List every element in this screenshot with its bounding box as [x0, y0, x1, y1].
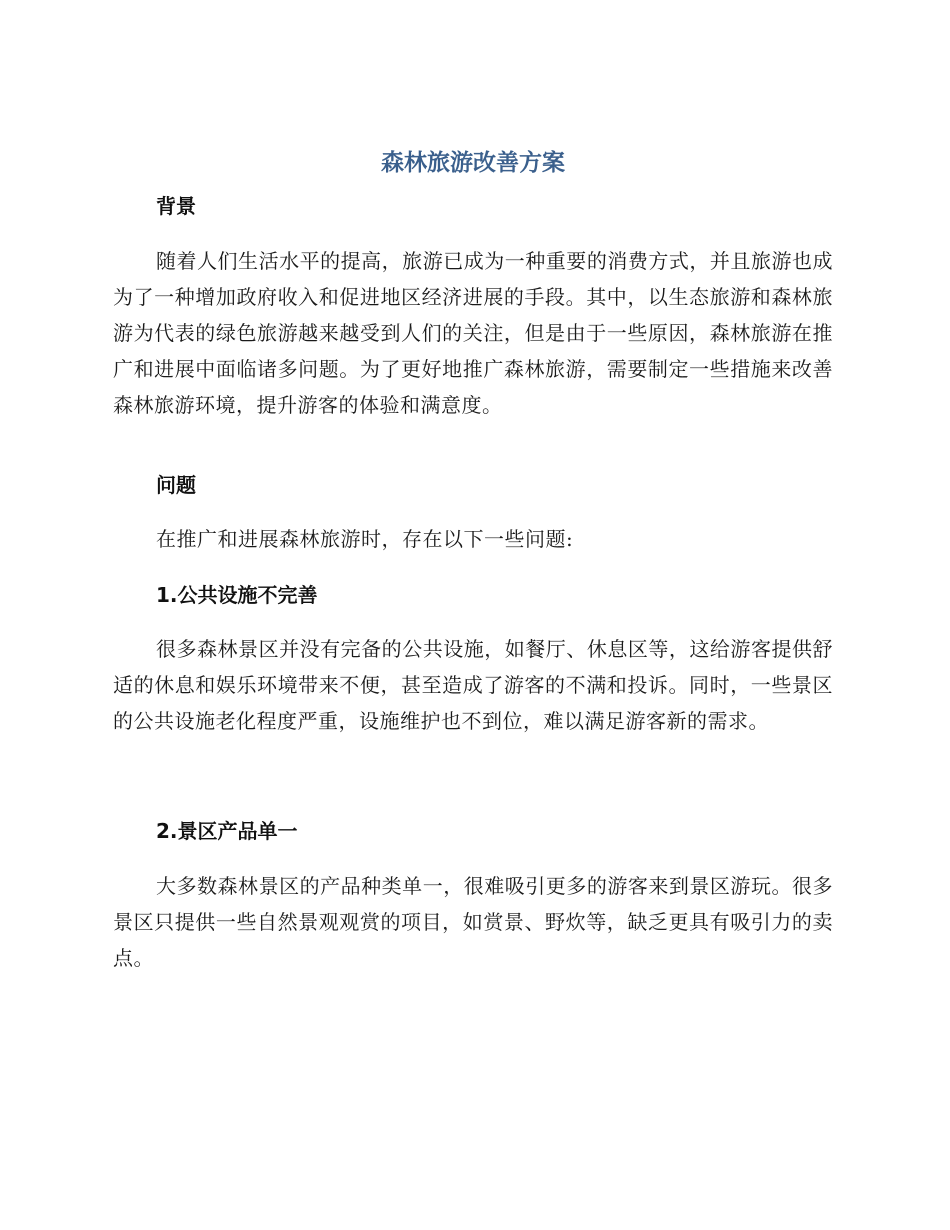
problem-1-heading: 1.公共设施不完善: [156, 583, 318, 607]
section-heading-background: 背景: [156, 194, 196, 218]
problem-2-heading: 2.景区产品单一: [156, 819, 298, 843]
document-title: 森林旅游改善方案: [381, 150, 565, 176]
problems-intro-paragraph: 在推广和进展森林旅游时，存在以下一些问题:: [156, 527, 574, 551]
section-heading-problems: 问题: [156, 473, 196, 497]
problem-1-paragraph: 很多森林景区并没有完备的公共设施，如餐厅、休息区等，这给游客提供舒适的休息和娱乐环境带来不便，甚至造成了游客的不满和投诉。同时，一些景区的公共设施老化程度严重，设施维护也不到位，难以满足游客新的需求。: [113, 637, 833, 733]
problem-2-paragraph: 大多数森林景区的产品种类单一，很难吸引更多的游客来到景区游玩。很多景区只提供一些自然景观观赏的项目，如赏景、野炊等，缺乏更具有吸引力的卖点。: [113, 874, 833, 970]
background-paragraph: 随着人们生活水平的提高，旅游已成为一种重要的消费方式，并且旅游也成为了一种增加政府收入和促进地区经济进展的手段。其中，以生态旅游和森林旅游为代表的绿色旅游越来越受到人们的关注，但是由于一些原因，森林旅游在推广和进展中面临诸多问题。为了更好地推广森林旅游，需要制定一些措施来改善森林旅游环境，提升游客的体验和满意度。: [113, 249, 833, 417]
